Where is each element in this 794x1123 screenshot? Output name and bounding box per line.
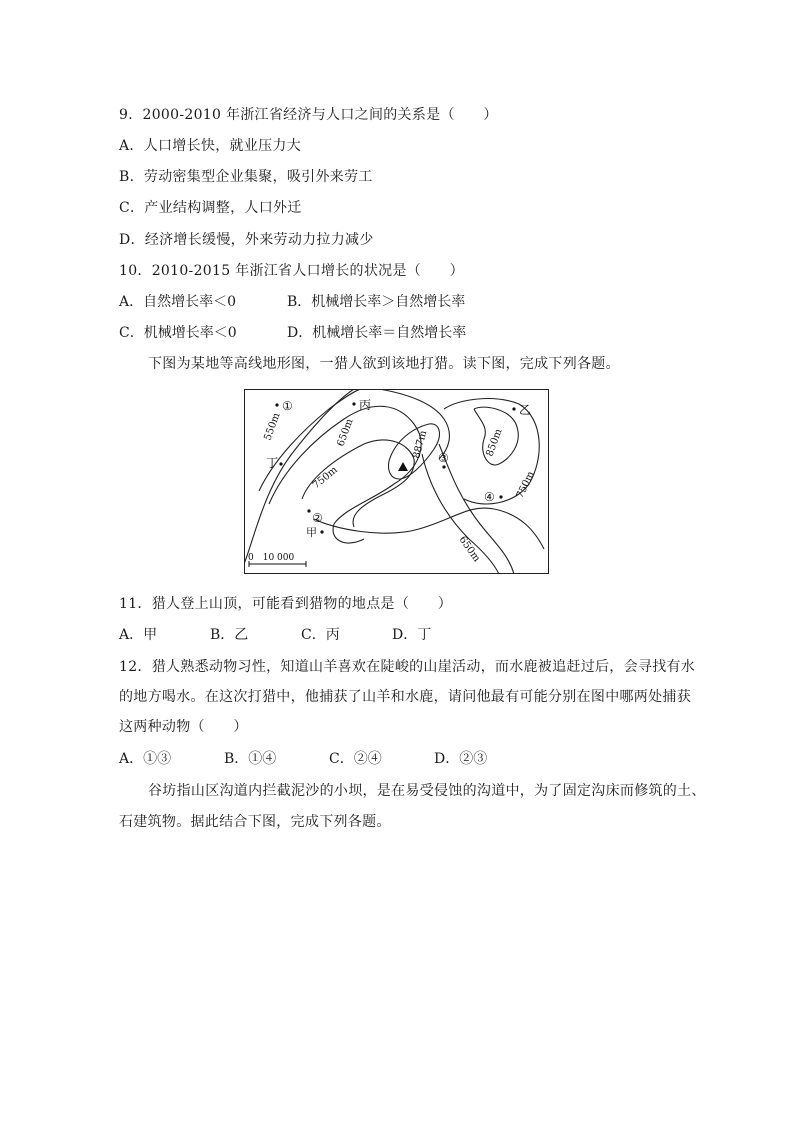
point-ding-dot bbox=[279, 462, 282, 465]
scale-label: 0 10 000 bbox=[248, 553, 295, 563]
point-yi-dot bbox=[512, 407, 515, 410]
point-jia-dot bbox=[320, 530, 323, 533]
q11-option-d: D．丁 bbox=[392, 627, 432, 643]
q9-option-b: B．劳动密集型企业集聚，吸引外来劳工 bbox=[119, 169, 373, 185]
point-ding-label: 丁 bbox=[266, 456, 279, 470]
q9-option-c: C．产业结构调整，人口外迁 bbox=[119, 200, 302, 216]
point-3-label: ③ bbox=[438, 451, 449, 465]
label-850m: 850m bbox=[484, 427, 505, 459]
q11-option-c: C．丙 bbox=[301, 627, 340, 643]
q9-option-d: D．经济增长缓慢，外来劳动力拉力减少 bbox=[119, 232, 374, 248]
point-4-label: ④ bbox=[484, 490, 495, 504]
label-550m: 550m bbox=[262, 411, 283, 443]
q9-stem: 9．2000-2010 年浙江省经济与人口之间的关系是（ ） bbox=[119, 107, 498, 123]
q12-option-a: A．①③ bbox=[119, 751, 172, 767]
point-2-label: ② bbox=[312, 511, 323, 525]
q10-stem: 10．2010-2015 年浙江省人口增长的状况是（ ） bbox=[119, 263, 464, 279]
q12-option-d: D．②③ bbox=[434, 751, 488, 767]
q11-stem: 11．猎人登上山顶，可能看到猎物的地点是（ ） bbox=[119, 596, 453, 612]
contour-map-figure bbox=[244, 389, 549, 574]
label-750m-left: 750m bbox=[310, 464, 340, 492]
point-4-dot bbox=[499, 495, 502, 498]
label-650m-top: 650m bbox=[335, 417, 356, 449]
point-2-dot bbox=[307, 509, 310, 512]
q12-option-c: C．②④ bbox=[329, 751, 382, 767]
q12-stem-line3: 这两种动物（ ） bbox=[119, 719, 248, 735]
q12-stem-line1: 12．猎人熟悉动物习性，知道山羊喜欢在陡峻的山崖活动，而水鹿被追赶过后，会寻找有水 bbox=[119, 659, 696, 675]
checkdam-intro-line1: 谷坊指山区沟道内拦截泥沙的小坝，是在易受侵蚀的沟道中，为了固定沟床而修筑的土、 bbox=[148, 783, 706, 799]
point-bing-dot bbox=[352, 402, 355, 405]
q11-option-a: A．甲 bbox=[119, 627, 158, 643]
label-887m: 887m bbox=[411, 429, 430, 460]
point-bing-label: 丙 bbox=[359, 398, 372, 412]
q10-option-c: C．机械增长率＜0 bbox=[119, 325, 237, 341]
q12-stem-line2: 的地方喝水。在这次打猎中，他捕获了山羊和水鹿，请问他最有可能分别在图中哪两处捕获 bbox=[119, 689, 691, 705]
q9-option-a: A．人口增长快，就业压力大 bbox=[119, 138, 302, 154]
map-intro: 下图为某地等高线地形图，一猎人欲到该地打猎。读下图，完成下列各题。 bbox=[148, 356, 620, 372]
q10-option-a: A．自然增长率＜0 bbox=[119, 294, 237, 310]
point-1-label: ① bbox=[282, 399, 293, 413]
point-3-dot bbox=[442, 465, 445, 468]
label-750m-right: 750m bbox=[514, 469, 537, 501]
checkdam-intro-line2: 石建筑物。据此结合下图，完成下列各题。 bbox=[119, 814, 391, 830]
q10-option-b: B．机械增长率＞自然增长率 bbox=[287, 294, 466, 310]
point-1-dot bbox=[275, 403, 278, 406]
q10-option-d: D．机械增长率＝自然增长率 bbox=[287, 325, 467, 341]
point-yi-label: 乙 bbox=[519, 403, 532, 417]
q12-option-b: B．①④ bbox=[224, 751, 277, 767]
label-650m-bottom: 650m bbox=[456, 534, 482, 565]
point-jia-label: 甲 bbox=[306, 526, 317, 539]
q11-option-b: B．乙 bbox=[210, 627, 249, 643]
